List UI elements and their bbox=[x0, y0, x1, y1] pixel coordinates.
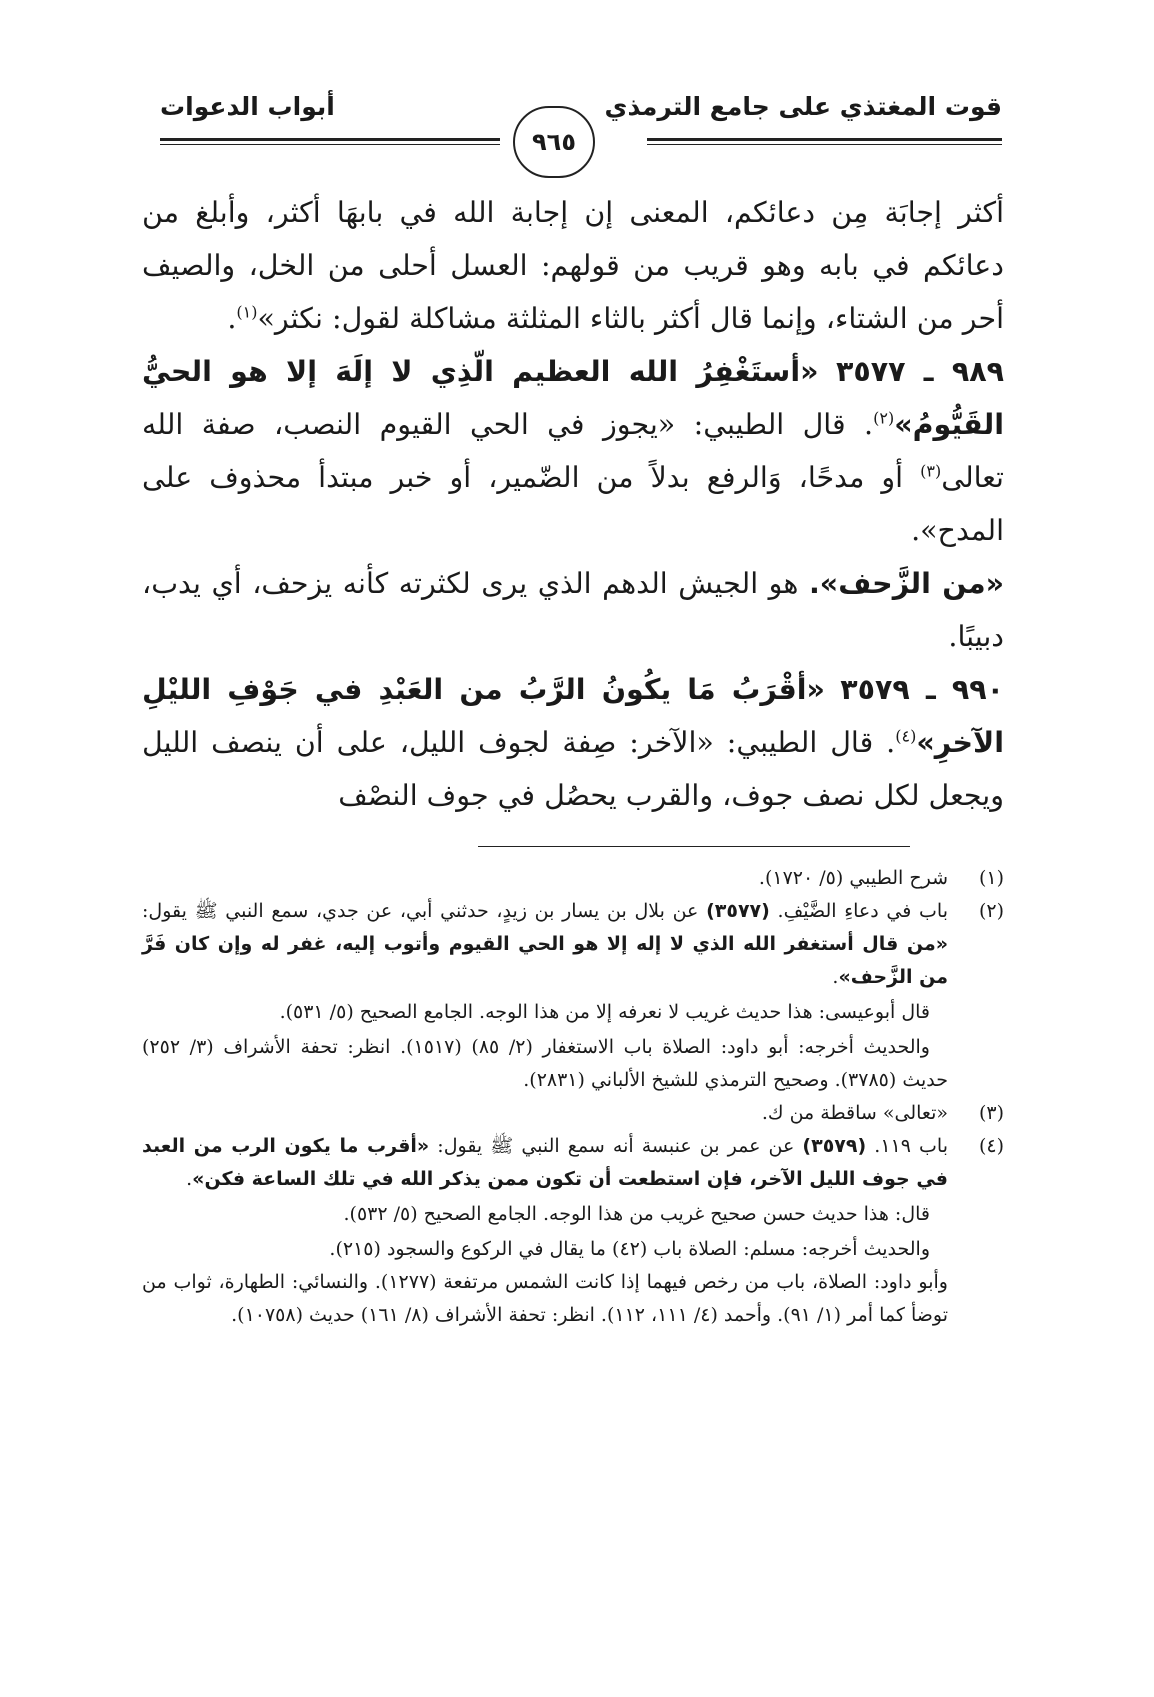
footnote-3 bbox=[142, 1097, 1004, 1130]
footnote-ref: (٣) bbox=[920, 461, 942, 481]
footnote-2 bbox=[142, 895, 1004, 994]
footnotes bbox=[142, 862, 1004, 1332]
hadith-ref: (٣٥٧٧) bbox=[706, 900, 770, 922]
page-header bbox=[140, 80, 1002, 180]
hadith-990 bbox=[142, 663, 1004, 822]
footnote-4-note: وأبو داود: الصلاة، باب من رخص فيهما إذا كانت الشمس مرتفعة (١٢٧٧). والنسائي: الطهارة، ثواب من توضأ كما أمر (١/ ٩١). وأحمد (٤/ ١١١، ١١٢). انظر: تحفة الأشراف (٨/ ١٦١) حديث (١٠٧٥٨). bbox=[142, 1271, 948, 1326]
footnote-text bbox=[142, 895, 948, 994]
paragraph-text: . قال الطيبي: «يجوز في الحي القيوم النصب، صفة الله تعالى bbox=[142, 408, 1004, 494]
hadith-quote: «أستَغْفِرُ الله العظيم الّذِي لا إلَهَ إلا هو الحيُّ القَيُّومُ» bbox=[142, 355, 1004, 441]
footnote-segment: باب ١١٩. bbox=[866, 1135, 948, 1157]
paragraph-text: أو مدحًا، وَالرفع بدلاً من الضّمير، أو خبر مبتدأ محذوف على المدح». bbox=[142, 461, 1004, 547]
footnote-ref: (٢) bbox=[873, 408, 895, 428]
header-rule-right bbox=[647, 138, 1002, 145]
footnote-4-note: والحديث أخرجه: مسلم: الصلاة باب (٤٢) ما يقال في الركوع والسجود (٢١٥). bbox=[329, 1238, 930, 1260]
book-title: قوت المغتذي على جامع الترمذي bbox=[604, 92, 1002, 121]
footnote-number: (٢) bbox=[978, 900, 1004, 922]
term: «من الزَّحف». bbox=[808, 567, 1005, 600]
main-text bbox=[142, 186, 1004, 822]
footnote-ref: (٤) bbox=[895, 726, 917, 746]
footnote-text: شرح الطيبي (٥/ ١٧٢٠). bbox=[758, 867, 948, 889]
paragraph-text: هو الجيش الدهم الذي يرى لكثرته كأنه يزحف، أي يدب، دبيبًا. bbox=[142, 567, 1004, 653]
footnote-4-note: قال: هذا حديث حسن صحيح غريب من هذا الوجه. الجامع الصحيح (٥/ ٥٣٢). bbox=[343, 1203, 930, 1225]
footnote-text: «تعالى» ساقطة من ك. bbox=[761, 1102, 948, 1124]
footnote-2-note: والحديث أخرجه: أبو داود: الصلاة باب الاستغفار (٢/ ٨٥) (١٥١٧). انظر: تحفة الأشراف (٣/ ٢٥٢) حديث (٣٧٨٥). وصحيح الترمذي للشيخ الألباني (٢٨٣١). bbox=[142, 1036, 948, 1091]
header-rule-left bbox=[160, 138, 500, 145]
punctuation: . bbox=[832, 966, 839, 988]
footnote-number: (٤) bbox=[978, 1135, 1004, 1157]
hadith-number: ٩٨٩ ـ ٣٥٧٧ bbox=[835, 355, 1005, 388]
punctuation: . bbox=[227, 302, 237, 335]
footnote-ref: (١) bbox=[236, 302, 258, 322]
footnote-divider bbox=[478, 846, 910, 847]
hadith-989 bbox=[142, 345, 1004, 557]
chapter-title: أبواب الدعوات bbox=[160, 92, 335, 121]
footnote-4 bbox=[142, 1130, 1004, 1196]
punctuation: . bbox=[186, 1168, 193, 1190]
hadith-quote: «أقرب ما يكون الرب من العبد في جوف الليل الآخر، فإن استطعت أن تكون ممن يذكر الله في تلك الساعة فكن» bbox=[142, 1135, 948, 1190]
footnote-segment: عن عمر بن عنبسة أنه سمع النبي ﷺ يقول: bbox=[429, 1135, 803, 1157]
hadith-quote: «أقْرَبُ مَا يكُونُ الرَّبُ من العَبْدِ في جَوْفِ الليْلِ الآخرِ» bbox=[142, 673, 1004, 759]
footnote-segment: عن بلال بن يسار بن زيدٍ، حدثني أبي، عن جدي، سمع النبي ﷺ يقول: bbox=[142, 900, 707, 922]
hadith-ref: (٣٥٧٩) bbox=[802, 1135, 867, 1157]
footnote-segment: باب في دعاءِ الضَّيْفِ. bbox=[769, 900, 948, 922]
footnote-number: (١) bbox=[978, 867, 1004, 889]
footnote-2-note: قال أبوعيسى: هذا حديث غريب لا نعرفه إلا من هذا الوجه. الجامع الصحيح (٥/ ٥٣١). bbox=[279, 1001, 930, 1023]
hadith-number: ٩٩٠ ـ ٣٥٧٩ bbox=[840, 673, 1004, 706]
paragraph-text: أكثر إجابَة مِن دعائكم، المعنى إن إجابة الله في بابهَا أكثر، وأبلغ من دعائكم في بابه وهو قريب من قولهم: العسل أحلى من الخل، والصيف أحر من الشتاء، وإنما قال أكثر بالثاء المثلثة مشاكلة لقول: نكثر» bbox=[142, 196, 1004, 335]
paragraph-text: . قال الطيبي: «الآخر: صِفة لجوف الليل، على أن ينصف الليل ويجعل لكل نصف جوف، والقرب يحصُل في جوف النصْف bbox=[142, 726, 1004, 812]
hadith-quote: «من قال أستغفر الله الذي لا إله إلا هو الحي القيوم وأتوب إليه، غفر له وإن كان فَرَّ من الزَّحف» bbox=[142, 933, 948, 988]
page-number: ٩٦٥ bbox=[513, 106, 595, 178]
footnote-text bbox=[142, 1130, 948, 1196]
paragraph bbox=[142, 557, 1004, 663]
footnote-1 bbox=[142, 862, 1004, 895]
footnote-number: (٣) bbox=[978, 1102, 1004, 1124]
paragraph bbox=[142, 186, 1004, 345]
